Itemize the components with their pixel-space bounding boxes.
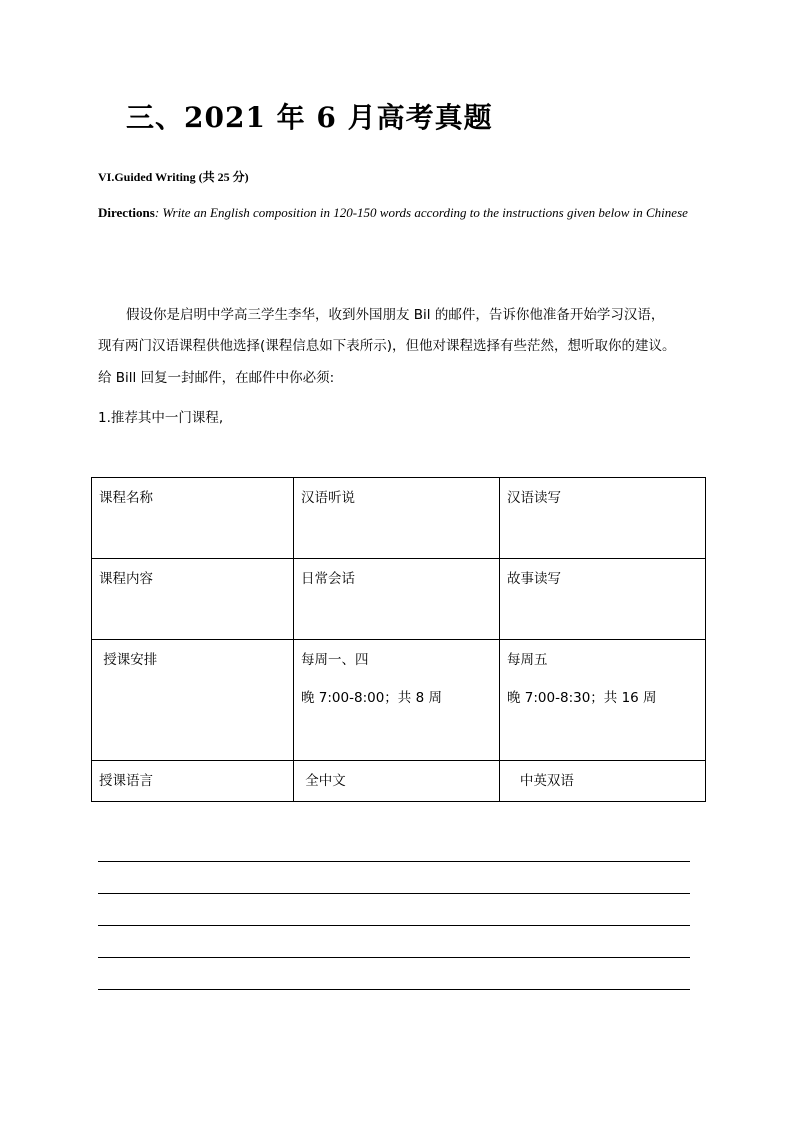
prompt-line-2: 现有两门汉语课程供他选择(课程信息如下表所示)，但他对课程选择有些茫然，想听取你的建议。 <box>98 338 676 354</box>
cell-text: 全中文 <box>301 773 346 789</box>
directions-text: : Write an English composition in 120-150 words according to the instructions given below in Chinese <box>154 205 688 220</box>
answer-line[interactable] <box>98 861 690 893</box>
page-title: 三、2021 年 6 月高考真题 <box>126 101 493 134</box>
answer-line[interactable] <box>98 925 690 957</box>
table-cell: 故事读写 <box>500 559 706 640</box>
table-cell <box>500 761 706 802</box>
table-cell-label <box>92 640 294 761</box>
table-cell: 汉语听说 <box>294 478 500 559</box>
answer-lines <box>98 861 690 1021</box>
prompt-line-1: 假设你是启明中学高三学生李华，收到外国朋友 Bil 的邮件，告诉你他准备开始学习汉语， <box>126 307 665 323</box>
directions <box>98 197 698 228</box>
course-table <box>91 477 706 802</box>
table-row <box>92 478 706 559</box>
answer-line[interactable] <box>98 989 690 1021</box>
requirement-item-1: 1.推荐其中一门课程, <box>98 410 224 426</box>
table-row <box>92 640 706 761</box>
answer-line[interactable] <box>98 957 690 989</box>
table-cell <box>500 640 706 761</box>
table-cell: 汉语读写 <box>500 478 706 559</box>
table-cell <box>294 761 500 802</box>
answer-line[interactable] <box>98 893 690 925</box>
table-cell-label: 课程内容 <box>92 559 294 640</box>
table-row <box>92 761 706 802</box>
table-cell: 日常会话 <box>294 559 500 640</box>
table-row <box>92 559 706 640</box>
cell-text: 晚 7:00-8:00；共 8 周 <box>301 690 442 706</box>
cell-text: 每周五 <box>507 652 548 668</box>
cell-text: 晚 7:00-8:30；共 16 周 <box>507 690 657 706</box>
prompt-line-3: 给 Bill 回复一封邮件，在邮件中你必须: <box>98 370 335 386</box>
directions-label: Directions <box>98 205 155 220</box>
table-cell <box>294 640 500 761</box>
cell-text: 授课安排 <box>99 652 158 668</box>
table-cell-label: 课程名称 <box>92 478 294 559</box>
cell-text: 中英双语 <box>507 773 574 789</box>
cell-text: 每周一、四 <box>301 652 369 668</box>
section-heading: VI.Guided Writing (共 25 分) <box>98 170 249 184</box>
table-cell-label: 授课语言 <box>92 761 294 802</box>
